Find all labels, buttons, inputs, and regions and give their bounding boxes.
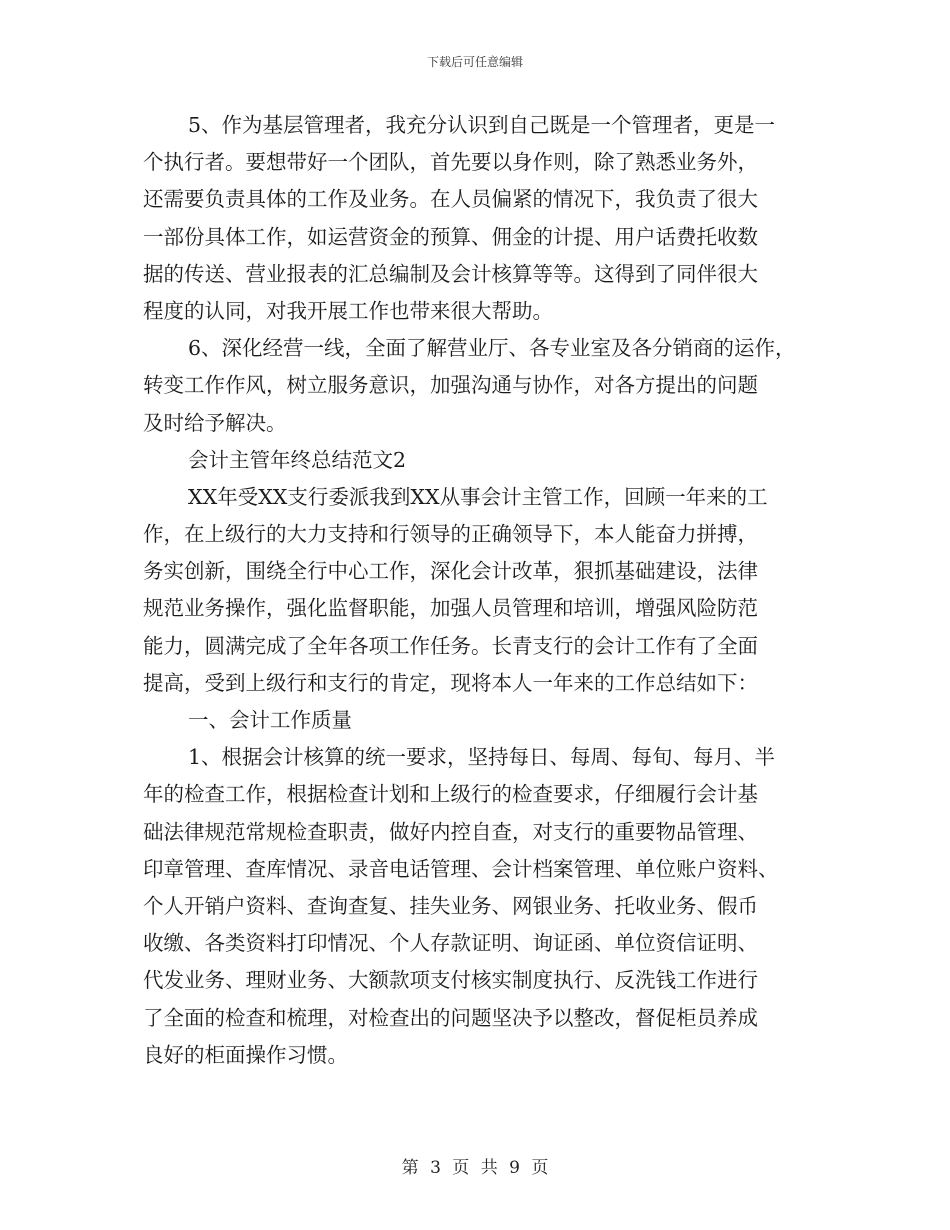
paragraph-line: 收缴、各类资料打印情况、个人存款证明、询证函、单位资信证明、 [143, 931, 758, 956]
paragraph-line: 能力，圆满完成了全年各项工作任务。长青支行的会计工作有了全面 [143, 633, 758, 658]
paragraph-line: 6、深化经营一线，全面了解营业厅、各专业室及各分销商的运作， [188, 336, 796, 361]
paragraph-line: 印章管理、查库情况、录音电话管理、会计档案管理、单位账户资料、 [143, 856, 779, 881]
page-number-footer: 第 3 页 共 9 页 [401, 1158, 549, 1178]
paragraph-line: 了全面的检查和梳理，对检查出的问题坚决予以整改，督促柜员养成 [143, 1005, 758, 1030]
paragraph-line: 1、根据会计核算的统一要求，坚持每日、每周、每旬、每月、半 [188, 745, 776, 770]
paragraph-line: 规范业务操作，强化监督职能，加强人员管理和培训，增强风险防范 [143, 596, 758, 621]
paragraph-line: 据的传送、营业报表的汇总编制及会计核算等等。这得到了同伴很大 [143, 261, 758, 286]
paragraph-line: 作，在上级行的大力支持和行领导的正确领导下，本人能奋力拼搏， [143, 522, 758, 547]
paragraph-line: 转变工作作风，树立服务意识，加强沟通与协作，对各方提出的问题 [143, 373, 758, 398]
section-heading: 一、会计工作质量 [188, 708, 352, 732]
paragraph-line: 础法律规范常规检查职责，做好内控自查，对支行的重要物品管理、 [143, 819, 758, 844]
paragraph-line: 个执行者。要想带好一个团队，首先要以身作则，除了熟悉业务外， [143, 150, 758, 175]
paragraph-line: 良好的柜面操作习惯。 [143, 1042, 348, 1067]
paragraph-line: 务实创新，围绕全行中心工作，深化会计改革，狠抓基础建设，法律 [143, 559, 758, 584]
paragraph-line: 一部份具体工作，如运营资金的预算、佣金的计提、用户话费托收数 [143, 224, 758, 249]
paragraph-line: 程度的认同，对我开展工作也带来很大帮助。 [143, 298, 553, 323]
paragraph-line: XX年受XX支行委派我到XX从事会计主管工作，回顾一年来的工 [188, 484, 768, 509]
paragraph-line: 提高，受到上级行和支行的肯定，现将本人一年来的工作总结如下： [143, 670, 758, 695]
paragraph-line: 还需要负责具体的工作及业务。在人员偏紧的情况下，我负责了很大 [143, 187, 758, 212]
page-header-note: 下载后可任意编辑 [426, 55, 523, 69]
paragraph-line: 代发业务、理财业务、大额款项支付核实制度执行、反洗钱工作进行 [143, 968, 758, 993]
paragraph-line: 5、作为基层管理者，我充分认识到自己既是一个管理者，更是一 [188, 113, 776, 137]
paragraph-line: 及时给予解决。 [143, 410, 287, 435]
paragraph-line: 个人开销户资料、查询查复、挂失业务、网银业务、托收业务、假币 [143, 893, 758, 918]
paragraph-line: 年的检查工作，根据检查计划和上级行的检查要求，仔细履行会计基 [143, 782, 758, 807]
document-body [143, 107, 808, 1074]
section-title: 会计主管年终总结范文2 [188, 447, 407, 472]
